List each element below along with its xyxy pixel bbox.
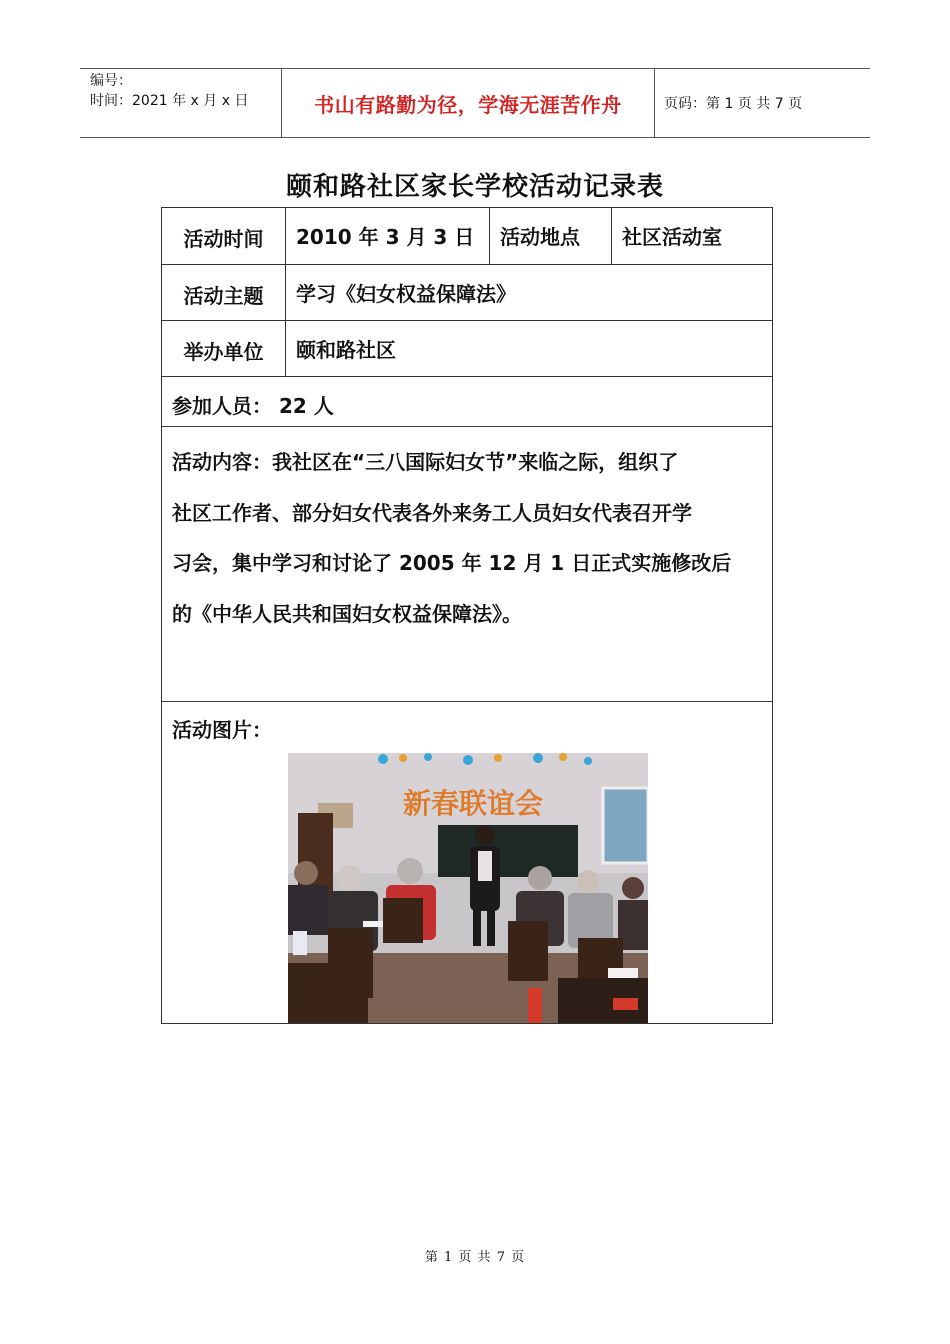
- header-motto-cell: [281, 69, 655, 137]
- time-label: 时间：2021 年 x 月 x 日: [90, 93, 249, 109]
- content-line: 的《中华人民共和国妇女权益保障法》。: [172, 601, 522, 626]
- participants: 参加人员： 22 人: [172, 394, 334, 418]
- time-label-cell: [162, 208, 286, 264]
- page-title: 颐和路社区家长学校活动记录表: [285, 172, 664, 202]
- content-line: 活动内容：我社区在“三八国际妇女节”来临之际，组织了: [172, 450, 679, 474]
- row-topic: [162, 265, 772, 321]
- activity-photo: [288, 753, 648, 1023]
- topic-label-cell: [162, 265, 286, 320]
- page-label: 页码：第 1 页 共 7 页: [664, 96, 803, 112]
- row-participants: [162, 377, 772, 427]
- location-value: 社区活动室: [622, 225, 722, 249]
- header-page-cell: [654, 69, 870, 137]
- record-table: [161, 207, 773, 1024]
- organizer-value-cell: [286, 321, 772, 376]
- location-value-cell: [612, 208, 772, 264]
- time-label: 活动时间: [183, 227, 264, 251]
- participants-cell: [162, 377, 772, 426]
- photo-label: 活动图片：: [172, 718, 272, 742]
- number-label: 编号：: [90, 73, 132, 89]
- topic-value: 学习《妇女权益保障法》: [296, 282, 516, 306]
- page-footer: 第 1 页 共 7 页: [424, 1250, 526, 1265]
- location-label-cell: [490, 208, 612, 264]
- topic-label: 活动主题: [183, 284, 264, 308]
- activity-content: [172, 437, 768, 639]
- organizer-value: 颐和路社区: [296, 338, 396, 362]
- header-meta: [80, 69, 280, 137]
- topic-value-cell: [286, 265, 772, 320]
- document-header: [80, 68, 870, 138]
- time-value: 2010 年 3 月 3 日: [296, 225, 475, 249]
- row-content: [162, 427, 772, 702]
- motto: 书山有路勤为径，学海无涯苦作舟: [314, 92, 622, 117]
- row-time-location: [162, 208, 772, 265]
- organizer-label: 举办单位: [183, 340, 264, 364]
- content-line: 社区工作者、部分妇女代表各外来务工人员妇女代表召开学: [172, 500, 692, 525]
- row-organizer: [162, 321, 772, 377]
- location-label: 活动地点: [500, 225, 580, 249]
- photo-banner: 新春联谊会: [402, 787, 544, 820]
- time-value-cell: [286, 208, 490, 264]
- content-line: 习会，集中学习和讨论了 2005 年 12 月 1 日正式实施修改后: [172, 551, 732, 575]
- organizer-label-cell: [162, 321, 286, 376]
